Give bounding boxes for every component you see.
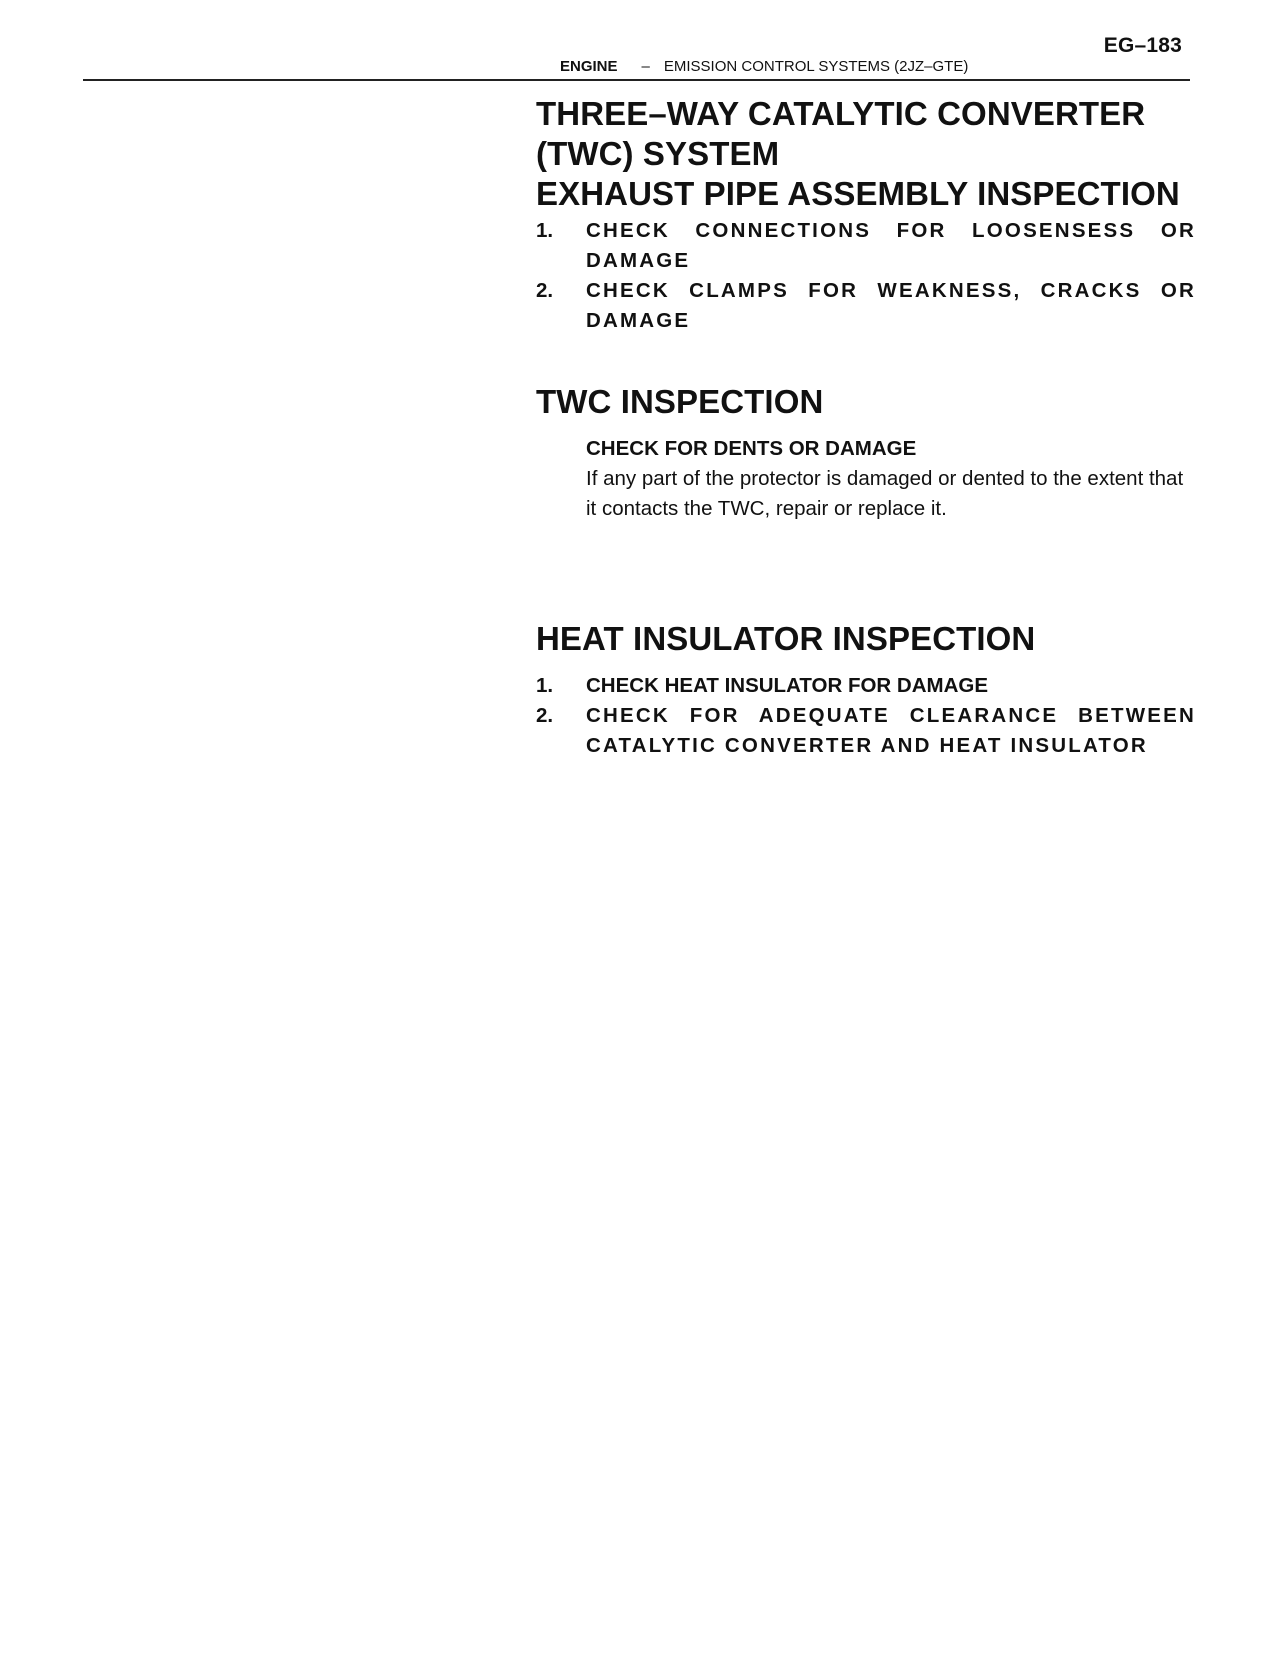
twc-subheading: CHECK FOR DENTS OR DAMAGE <box>586 437 917 460</box>
heat-insulator-title: HEAT INSULATOR INSPECTION <box>536 620 1036 657</box>
system-title-line-1: THREE–WAY CATALYTIC CONVERTER <box>536 95 1146 132</box>
running-head <box>560 58 968 75</box>
system-title-line-2: (TWC) SYSTEM <box>536 135 780 172</box>
system-title <box>536 94 1196 174</box>
header-rule <box>83 79 1190 81</box>
exhaust-inspection-title: EXHAUST PIPE ASSEMBLY INSPECTION <box>536 175 1180 212</box>
exhaust-inspection-steps <box>536 216 1196 336</box>
step-number: 1. <box>536 219 554 242</box>
step-text: CHECK HEAT INSULATOR FOR DAMAGE <box>586 674 989 697</box>
step-item <box>536 216 1196 276</box>
twc-inspection-block <box>536 434 1196 524</box>
twc-body-text: If any part of the protector is damaged or dented to the extent that it contacts the TWC, repair or replace it. <box>586 467 1184 520</box>
main-content <box>536 94 1196 761</box>
running-head-section: EMISSION CONTROL SYSTEMS (2JZ–GTE) <box>663 58 969 75</box>
page-number: EG–183 <box>1103 34 1182 57</box>
twc-inspection-title: TWC INSPECTION <box>536 383 824 420</box>
running-head-separator: – <box>641 58 650 75</box>
step-number: 2. <box>536 279 554 302</box>
running-head-chapter: ENGINE <box>560 58 618 75</box>
step-item <box>536 276 1196 336</box>
heat-insulator-steps <box>536 671 1196 761</box>
step-number: 2. <box>536 704 554 727</box>
step-item <box>536 671 1196 701</box>
step-number: 1. <box>536 674 554 697</box>
step-text: CHECK FOR ADEQUATE CLEARANCE BETWEEN CATALYTIC CONVERTER AND HEAT INSULATOR <box>586 704 1196 757</box>
step-text: CHECK CONNECTIONS FOR LOOSENSESS OR DAMAGE <box>586 219 1196 272</box>
step-item <box>536 701 1196 761</box>
step-text: CHECK CLAMPS FOR WEAKNESS, CRACKS OR DAMAGE <box>586 279 1196 332</box>
